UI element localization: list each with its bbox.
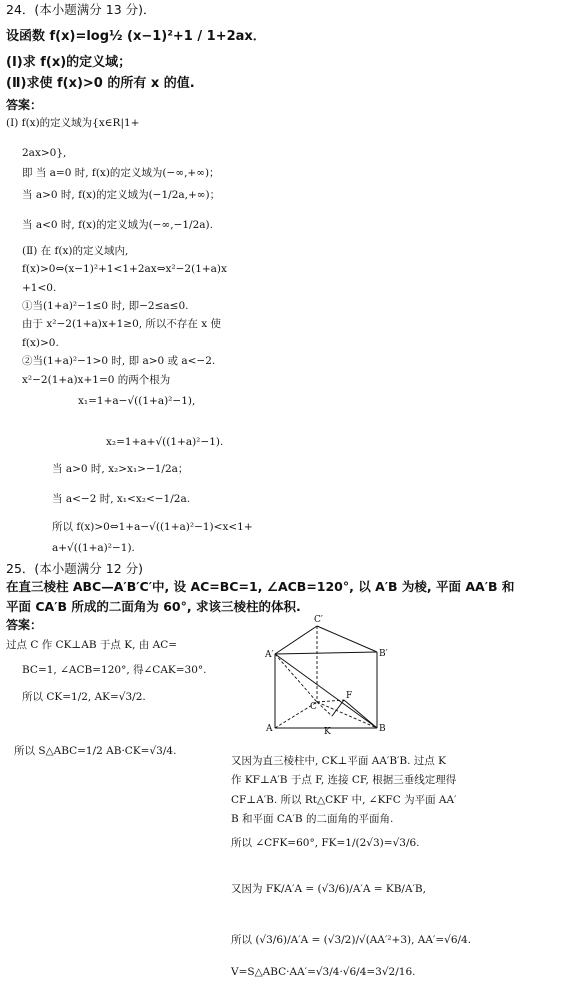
edge-a1b xyxy=(275,654,377,728)
a25-left-line: 所以 CK=1/2, AK=√3/2. xyxy=(22,691,146,703)
a25-left-line: 所以 S△ABC=1/2 AB·CK=√3/4. xyxy=(14,745,177,757)
q25-header: 25．(本小题满分 12 分) xyxy=(6,561,144,576)
a24-line: 当 a>0 时, x₂>x₁>−1/2a； xyxy=(52,463,189,475)
edge-c1b1 xyxy=(317,626,377,652)
a25-right-line: 作 KF⊥A′B 于点 F, 连接 CF, 根据三垂线定理得 xyxy=(231,774,457,786)
label-k: K xyxy=(324,727,331,737)
a24-line: a+√((1+a)²−1). xyxy=(52,542,135,554)
segment-ck-hidden xyxy=(317,702,332,716)
q24-stem: 设函数 f(x)=log½ (x−1)²+1 / 1+2ax． xyxy=(6,29,266,44)
q25-line1: 在直三棱柱 ABC—A′B′C′中, 设 AC=BC=1, ∠ACB=120°, 以 A′B 为棱, 平面 AA′B 和 xyxy=(6,579,515,594)
a24-line: (Ⅱ) 在 f(x)的定义域内, xyxy=(22,245,129,257)
label-f: F xyxy=(346,691,353,701)
a25-right-line: V=S△ABC·AA′=√3/4·√6/4=3√2/16. xyxy=(231,966,416,978)
answer-label-25: 答案： xyxy=(6,618,43,632)
a25-right-line: CF⊥A′B. 所以 Rt△CKF 中, ∠KFC 为平面 AA′ xyxy=(231,794,457,806)
a24-line: 当 a<−2 时, x₁<x₂<−1/2a. xyxy=(52,493,191,505)
a24-line: ①当(1+a)²−1≤0 时, 即−2≤a≤0. xyxy=(22,300,189,312)
a25-right-line: 又因为 FK/A′A = (√3/6)/A′A = KB/A′B, xyxy=(231,883,426,895)
label-c1: C′ xyxy=(314,615,323,625)
a24-line: x₂=1+a+√((1+a)²−1). xyxy=(106,436,224,448)
segment-fb xyxy=(344,700,377,728)
q24-header: 24．(本小题满分 13 分)． xyxy=(6,2,156,17)
a24-line: ②当(1+a)²−1>0 时, 即 a>0 或 a<−2. xyxy=(22,355,216,367)
a24-line: 所以 f(x)>0⇔1+a−√((1+a)²−1)<x<1+ xyxy=(52,521,253,533)
a24-line: x₁=1+a−√((1+a)²−1), xyxy=(78,395,196,407)
edge-a1b1 xyxy=(275,652,377,654)
a25-left-line: BC=1, ∠ACB=120°, 得∠CAK=30°. xyxy=(22,664,207,676)
q24-part2: (Ⅱ)求使 f(x)>0 的所有 x 的值. xyxy=(6,76,195,91)
a24-line: 2ax>0}, xyxy=(22,147,67,159)
q25-line2: 平面 CA′B 所成的二面角为 60°, 求该三棱柱的体积. xyxy=(6,599,301,614)
a25-left-line: 过点 C 作 CK⊥AB 于点 K, 由 AC= xyxy=(6,639,178,651)
a24-line: f(x)>0⇔(x−1)²+1<1+2ax⇔x²−2(1+a)x xyxy=(22,263,227,275)
a24-line: f(x)>0. xyxy=(22,337,59,349)
a24-line: 当 a>0 时, f(x)的定义域为(−1/2a,+∞)； xyxy=(22,189,221,201)
a25-right-line: 所以 (√3/6)/A′A = (√3/2)/√(AA′²+3), AA′=√6/4. xyxy=(231,934,472,946)
a25-right-line: B 和平面 CA′B 的二面角的平面角. xyxy=(231,813,394,825)
a24-line: 当 a<0 时, f(x)的定义域为(−∞,−1/2a). xyxy=(22,219,213,231)
label-b1: B′ xyxy=(379,649,388,659)
edge-a1c1 xyxy=(275,626,317,654)
q24-part1: (Ⅰ)求 f(x)的定义域； xyxy=(6,55,132,70)
label-a1: A′ xyxy=(265,650,274,660)
a24-line: (Ⅰ) f(x)的定义域为{x∈R|1+ xyxy=(6,117,140,129)
label-b: B xyxy=(379,724,386,734)
a24-line: +1<0. xyxy=(22,282,57,294)
a24-line: x²−2(1+a)x+1=0 的两个根为 xyxy=(22,374,171,386)
a25-right-line: 又因为直三棱柱中, CK⊥平面 AA′B′B. 过点 K xyxy=(231,755,446,767)
a24-line: 即 当 a=0 时, f(x)的定义域为(−∞,+∞)； xyxy=(22,167,220,179)
a25-right-line: 所以 ∠CFK=60°, FK=1/(2√3)=√3/6. xyxy=(231,837,420,849)
label-a: A xyxy=(266,724,273,734)
segment-a1c-hidden xyxy=(275,654,317,702)
prism-figure xyxy=(262,612,402,742)
label-c: C xyxy=(310,702,317,712)
a24-line: 由于 x²−2(1+a)x+1≥0, 所以不存在 x 使 xyxy=(22,318,222,330)
segment-kf xyxy=(332,700,344,716)
answer-label-24: 答案： xyxy=(6,98,43,112)
